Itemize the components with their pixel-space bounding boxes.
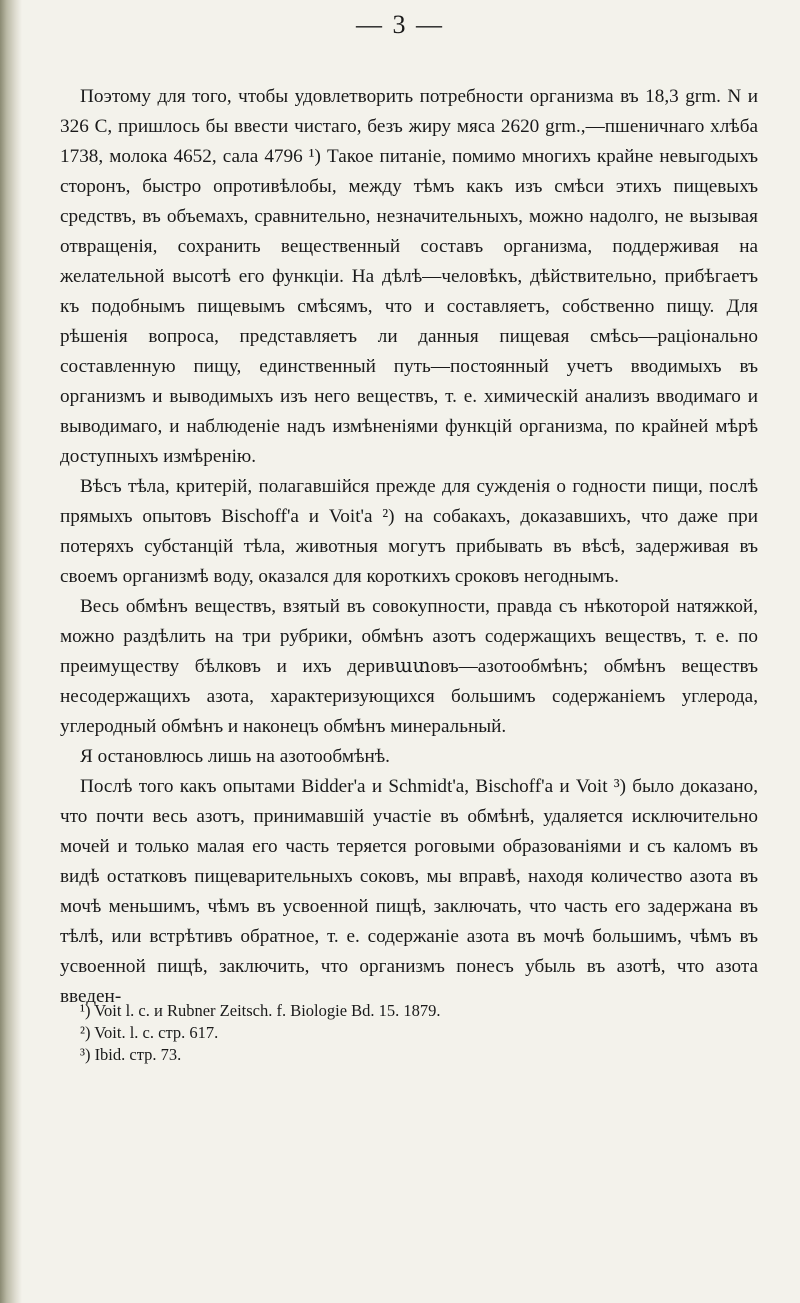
paragraph: Вѣсъ тѣла, критерій, полагавшійся прежде для сужденія о годности пищи, послѣ прямыхъ опытовъ Bischoff'а и Voit'а ²) на собакахъ, доказавшихъ, что даже при потеряхъ субстанцій тѣла, животныя могутъ прибывать въ вѣсѣ, задерживая въ своемъ организмѣ воду, оказался для короткихъ сроковъ негоднымъ.: [60, 476, 758, 587]
footnote: ²) Voit. l. c. стр. 617.: [80, 1023, 219, 1042]
footnotes: [80, 1000, 740, 1066]
paragraph: Поэтому для того, чтобы удовлетворить потребности организма въ 18,3 grm. N и 326 C, пришлось бы ввести чистаго, безъ жиру мяса 2620 grm.,—пшеничнаго хлѣба 1738, молока 4652, сала 4796 ¹) Такое питаніе, помимо многихъ крайне невыгодыхъ сторонъ, быстро опротивѣлобы, между тѣмъ какъ изъ смѣси этихъ пищевыхъ средствъ, въ объемахъ, сравнительно, незначительныхъ, можно надолго, не вызывая отвращенія, сохранить вещественный составъ организма, поддерживая на желательной высотѣ его функціи. На дѣлѣ—человѣкъ, дѣйствительно, прибѣгаетъ къ подобнымъ пищевымъ смѣсямъ, что и составляетъ, собственно пищу. Для рѣшенія вопроса, представляетъ ли данныя пищевая смѣсь—раціонально составленную пищу, единственный путь—постоянный учетъ вводимыхъ въ организмъ и выводимыхъ изъ него веществъ, т. е. химическій анализъ вводимаго и выводимаго, и наблюденіе надъ измѣненіями функцій организма, по крайней мѣрѣ доступныхъ измѣренію.: [60, 86, 758, 467]
page-number: — 3 —: [356, 10, 444, 39]
binding-edge-shadow: [0, 0, 22, 1303]
footnote: ³) Ibid. стр. 73.: [80, 1045, 182, 1064]
paragraph: Я остановлюсь лишь на азотообмѣнѣ.: [80, 746, 390, 767]
footnote: ¹) Voit l. c. и Rubner Zeitsch. f. Biologie Bd. 15. 1879.: [80, 1001, 441, 1020]
paragraph: Послѣ того какъ опытами Bidder'а и Schmidt'а, Bischoff'а и Voit ³) было доказано, что почти весь азотъ, принимавшій участіе въ обмѣнѣ, удаляется исключительно мочей и только малая его часть теряется роговыми образованіями и съ каломъ въ видѣ остатковъ пищеварительныхъ соковъ, мы вправѣ, находя количество азота въ мочѣ меньшимъ, чѣмъ въ усвоенной пищѣ, заключать, что часть его задержана въ тѣлѣ, или встрѣтивъ обратное, т. е. содержаніе азота въ мочѣ большимъ, чѣмъ въ усвоенной пищѣ, заключить, что организмъ понесъ убыль въ азотѣ, что азота введен-: [60, 776, 758, 1007]
paragraph: Весь обмѣнъ веществъ, взятый въ совокупности, правда съ нѣкоторой натяжкой, можно раздѣлить на три рубрики, обмѣнъ азотъ содержащихъ веществъ, т. е. по преимуществу бѣлковъ и ихъ деривատовъ—азотообмѣнъ; обмѣнъ веществъ несодержащихъ азота, характеризующихся большимъ содержаніемъ углерода, углеродный обмѣнъ и наконецъ обмѣнъ минеральный.: [60, 596, 758, 737]
body-text: [60, 82, 758, 1012]
